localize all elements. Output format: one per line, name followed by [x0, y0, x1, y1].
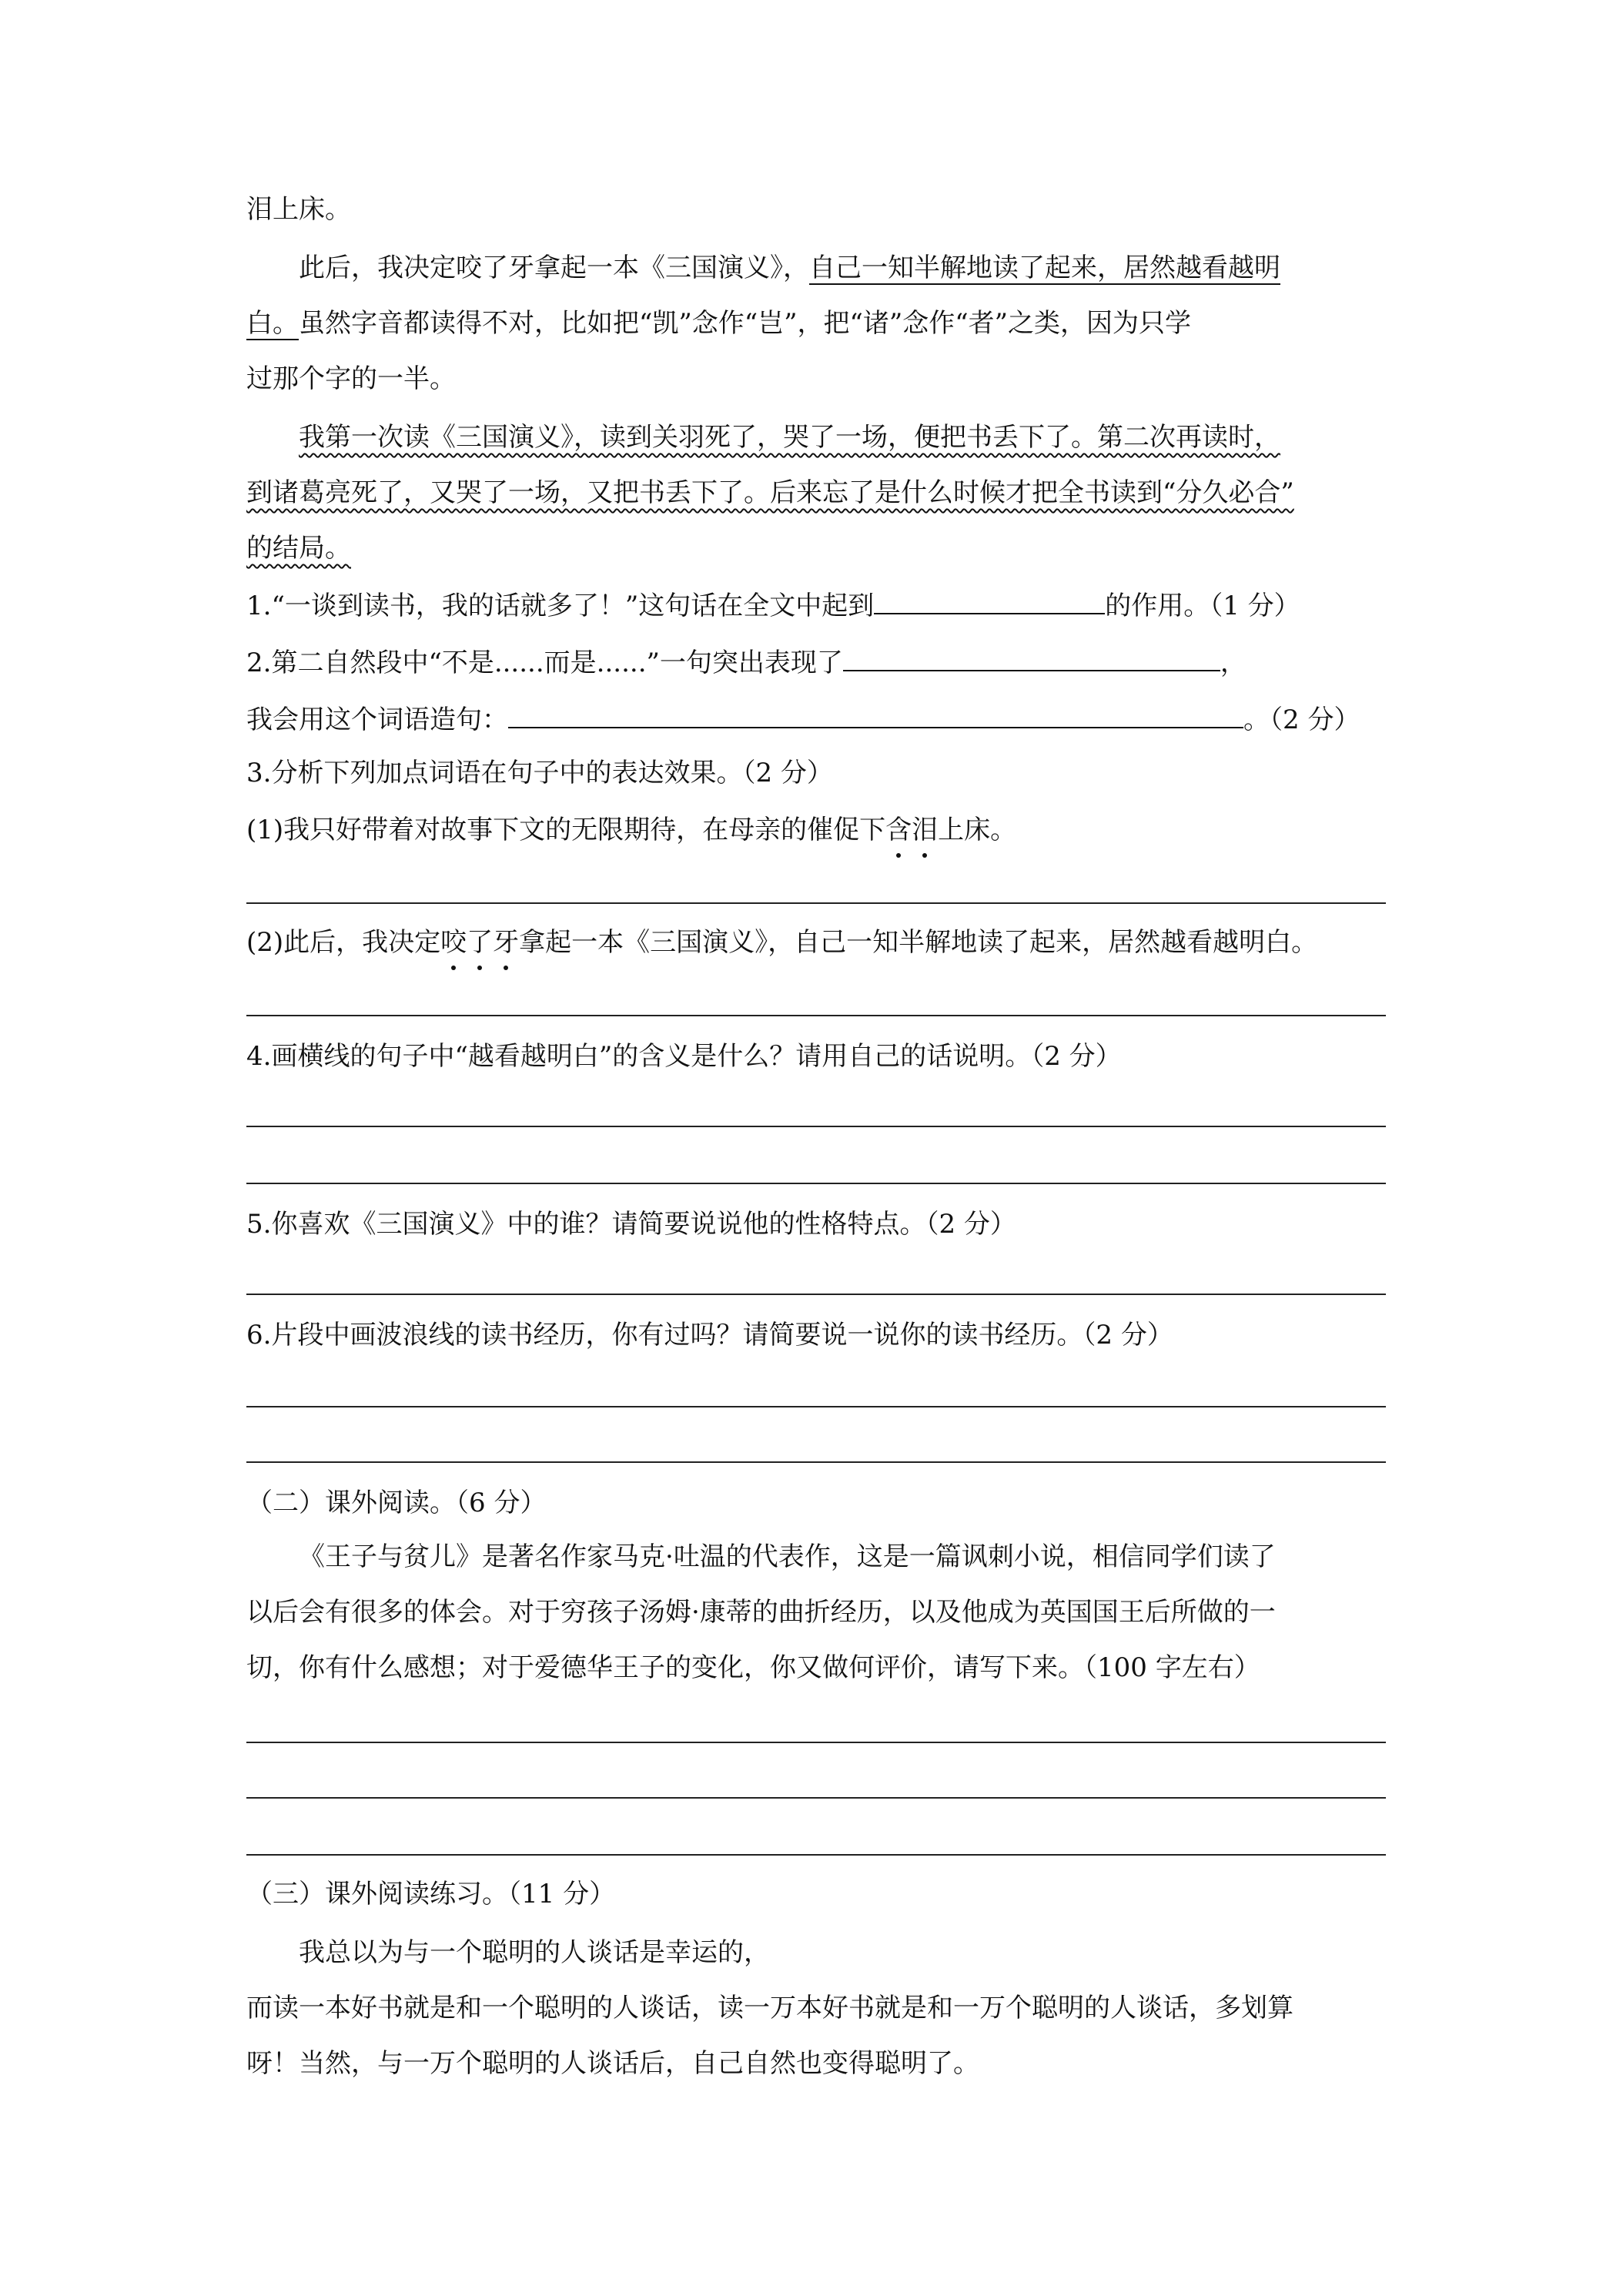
passage-line [299, 251, 1280, 285]
question-text: (2)此后，我决定 [246, 927, 441, 958]
dotted-word: 牙 [493, 927, 520, 958]
dotted-word: 泪 [912, 815, 939, 845]
question-text: 我会用这个词语造句： [246, 705, 508, 735]
passage-line [246, 306, 1191, 340]
question-text: ， [1220, 648, 1247, 678]
question-6: 6.片段中画波浪线的读书经历，你有过吗？请简要说一说你的读书经历。（2 分） [246, 1320, 1173, 1350]
question-2-sentence [246, 701, 1360, 737]
question-3-1 [246, 813, 1016, 847]
passage-line: 过那个字的一半。 [246, 363, 456, 394]
passage-text: 虽然字音都读得不对，比如把“凯”念作“岂”，把“诸”念作“者”之类，因为只学 [299, 308, 1192, 339]
section-3-heading: （三）课外阅读练习。（11 分） [246, 1879, 616, 1909]
answer-line[interactable] [246, 1742, 1386, 1743]
section-3-text: 而读一本好书就是和一个聪明的人谈话，读一万本好书就是和一万个聪明的人谈话，多划算 [246, 1993, 1293, 2023]
question-4: 4.画横线的句子中“越看越明白”的含义是什么？请用自己的话说明。（2 分） [246, 1041, 1122, 1072]
question-text: 2.第二自然段中“不是......而是......”一句突出表现了 [246, 648, 843, 678]
answer-line[interactable] [246, 1797, 1386, 1799]
question-text: (1)我只好带着对故事下文的无限期待，在母亲的催促下 [246, 815, 886, 845]
section-2-text: 切，你有什么感想；对于爱德华王子的变化，你又做何评价，请写下来。（100 字左右） [246, 1652, 1260, 1683]
answer-line[interactable] [246, 1406, 1386, 1407]
answer-line[interactable] [246, 1461, 1386, 1463]
section-3-text: 我总以为与一个聪明的人谈话是幸运的， [299, 1937, 770, 1968]
question-text: 拿起一本《三国演义》，自己一知半解地读了起来，居然越看越明白。 [519, 927, 1318, 958]
question-1 [246, 587, 1300, 623]
wavy-underlined-line: 到诸葛亮死了，又哭了一场，又把书丢下了。后来忘了是什么时候才把全书读到“分久必合” [246, 477, 1294, 508]
dotted-word: 含 [885, 815, 912, 845]
question-5: 5.你喜欢《三国演义》中的谁？请简要说说他的性格特点。（2 分） [246, 1209, 1016, 1240]
answer-line[interactable] [246, 1183, 1386, 1184]
answer-line[interactable] [246, 1015, 1386, 1016]
dotted-word: 咬 [440, 927, 467, 958]
question-text: 的作用。（1 分） [1105, 591, 1300, 621]
dotted-word: 了 [467, 927, 494, 958]
question-text: 。（2 分） [1243, 705, 1360, 735]
underlined-sentence: 白。 [246, 308, 299, 339]
section-2-text: 以后会有很多的体会。对于穷孩子汤姆·康蒂的曲折经历，以及他成为英国国王后所做的一 [246, 1597, 1276, 1628]
question-3: 3.分析下列加点词语在句子中的表达效果。（2 分） [246, 758, 833, 788]
answer-line[interactable] [246, 1126, 1386, 1127]
answer-line[interactable] [246, 902, 1386, 904]
wavy-underlined-line: 的结局。 [246, 533, 351, 564]
underlined-sentence: 自己一知半解地读了起来，居然越看越明 [809, 253, 1280, 283]
question-2 [246, 644, 1247, 680]
section-2-text: 《王子与贫儿》是著名作家马克·吐温的代表作，这是一篇讽刺小说，相信同学们读了 [299, 1541, 1276, 1572]
question-text: 1.“一谈到读书，我的话就多了！”这句话在全文中起到 [246, 591, 875, 621]
answer-line[interactable] [246, 1854, 1386, 1856]
question-3-2 [246, 925, 1317, 959]
answer-line[interactable] [246, 1294, 1386, 1295]
wavy-underlined-line: 我第一次读《三国演义》，读到关羽死了，哭了一场，便把书丢下了。第二次再读时， [299, 422, 1280, 453]
answer-blank[interactable] [874, 587, 1105, 614]
passage-line: 泪上床。 [246, 194, 351, 225]
answer-blank[interactable] [843, 644, 1220, 671]
section-3-text: 呀！当然，与一万个聪明的人谈话后，自己自然也变得聪明了。 [246, 2048, 979, 2079]
question-text: 上床。 [938, 815, 1017, 845]
section-2-heading: （二）课外阅读。（6 分） [246, 1488, 547, 1518]
answer-blank[interactable] [508, 701, 1243, 728]
passage-text: 此后，我决定咬了牙拿起一本《三国演义》， [299, 253, 809, 283]
